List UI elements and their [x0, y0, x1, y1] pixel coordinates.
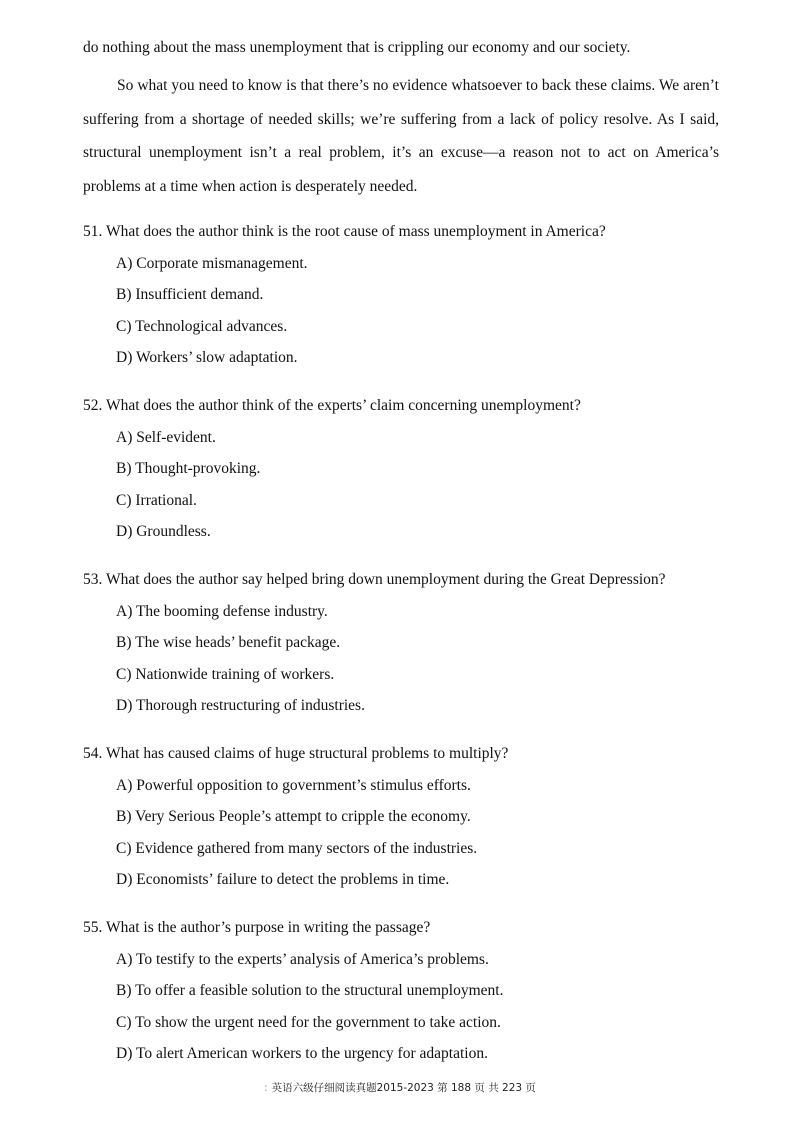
option-a: A) Self-evident.	[116, 428, 216, 446]
option-d: D) Groundless.	[116, 523, 211, 541]
question-stem: 55. What is the author’s purpose in writing the passage?	[83, 919, 431, 936]
option-a: A) To testify to the experts’ analysis of America’s problems.	[116, 950, 489, 968]
option-d: D) Thorough restructuring of industries.	[116, 697, 365, 715]
option-d: D) To alert American workers to the urgency for adaptation.	[116, 1045, 488, 1063]
option-b: B) Very Serious People’s attempt to cripple the economy.	[116, 808, 471, 826]
question-51	[83, 221, 743, 369]
option-c: C) To show the urgent need for the government to take action.	[116, 1013, 501, 1031]
question-stem: 51. What does the author think is the root cause of mass unemployment in America?	[83, 223, 606, 240]
question-52	[83, 395, 743, 543]
option-c: C) Evidence gathered from many sectors of the industries.	[116, 839, 478, 857]
option-c: C) Irrational.	[116, 491, 197, 509]
question-54	[83, 743, 743, 891]
option-b: B) To offer a feasible solution to the structural unemployment.	[116, 982, 504, 1000]
option-list	[83, 253, 743, 370]
question-55	[83, 917, 743, 1065]
option-list	[83, 949, 743, 1066]
option-d: D) Economists’ failure to detect the problems in time.	[116, 871, 450, 889]
question-stem: 54. What has caused claims of huge structural problems to multiply?	[83, 745, 509, 762]
option-c: C) Technological advances.	[116, 317, 288, 335]
option-a: A) Powerful opposition to government’s stimulus efforts.	[116, 776, 471, 794]
passage-paragraph-end: do nothing about the mass unemployment that is crippling our economy and our society.	[83, 39, 631, 56]
option-list	[83, 775, 743, 892]
question-53	[83, 569, 743, 717]
option-a: A) The booming defense industry.	[116, 602, 328, 620]
option-d: D) Workers’ slow adaptation.	[116, 349, 298, 367]
question-stem: 53. What does the author say helped bring down unemployment during the Great Depression?	[83, 571, 666, 588]
footer-page-info: 英语六级仔细阅读真题2015-2023 第 188 页 共 223 页	[271, 1082, 536, 1094]
option-b: B) Thought-provoking.	[116, 460, 261, 478]
passage-paragraph-final: So what you need to know is that there’s no evidence whatsoever to back these claims. We aren’t suffering from a shortage of needed skills; we’re suffering from a lack of policy resolve. As I said, structural unemployment isn’t a real problem, it’s an excuse—a reason not to act on America’s problems at a time when action is desperately needed.	[83, 77, 719, 195]
option-c: C) Nationwide training of workers.	[116, 665, 335, 683]
option-b: B) The wise heads’ benefit package.	[116, 634, 341, 652]
option-list	[83, 601, 743, 718]
question-stem: 52. What does the author think of the experts’ claim concerning unemployment?	[83, 397, 581, 414]
footer-mark: :	[264, 1082, 268, 1094]
option-a: A) Corporate mismanagement.	[116, 254, 308, 272]
option-list	[83, 427, 743, 544]
option-b: B) Insufficient demand.	[116, 286, 264, 304]
page-footer	[0, 1080, 800, 1095]
